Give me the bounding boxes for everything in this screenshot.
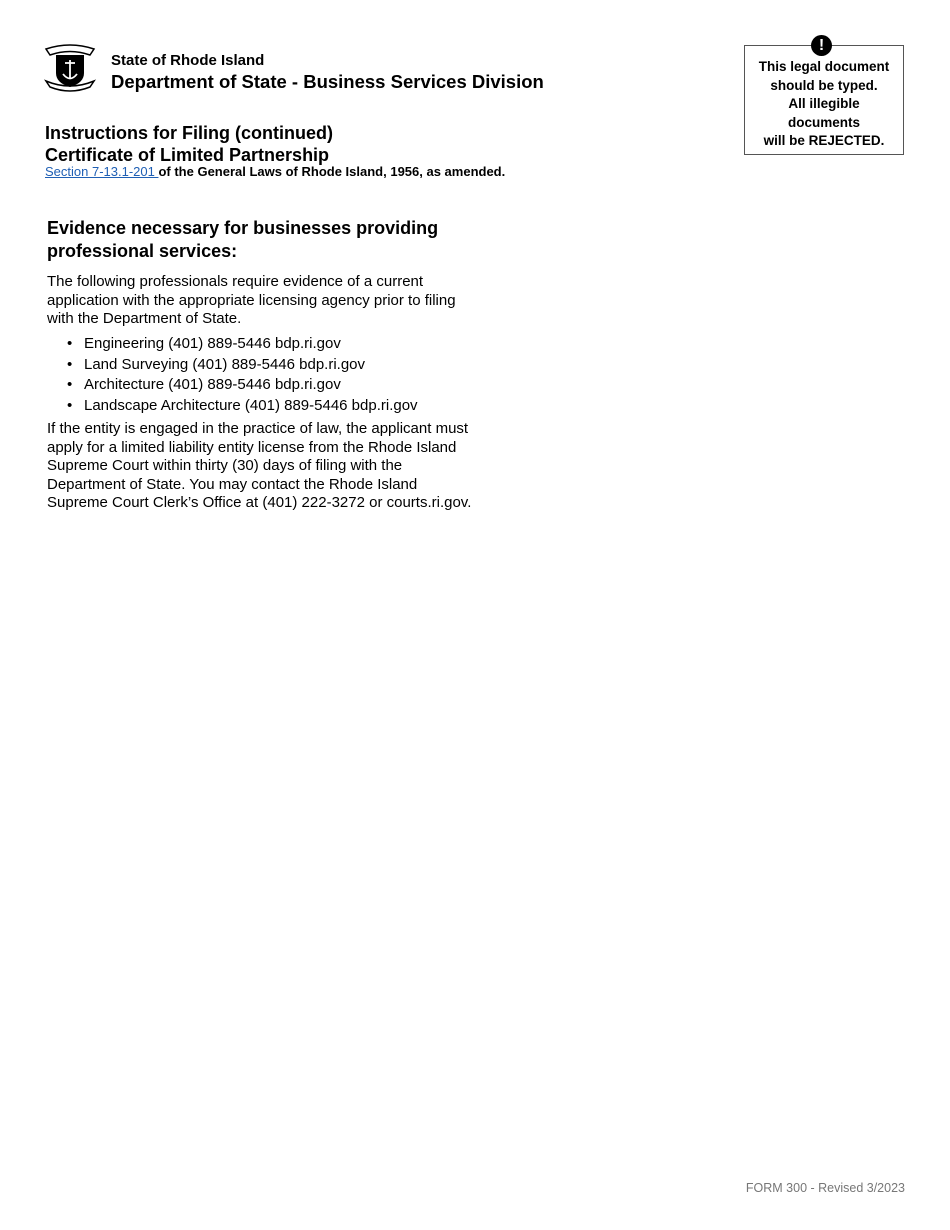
- state-name: State of Rhode Island: [111, 52, 265, 69]
- list-item: • Engineering (401) 889-5446 bdp.ri.gov: [47, 334, 418, 355]
- law-text: of the General Laws of Rhode Island, 1956, as amended.: [158, 164, 506, 179]
- page-title: [45, 122, 333, 166]
- intro-paragraph: The following professionals require evidence of a current application with the appropriate licensing agency prior to filing with the Department of State.: [47, 273, 456, 328]
- title-line-2: Certificate of Limited Partnership: [45, 145, 330, 165]
- section-heading: Evidence necessary for businesses providing professional services:: [47, 218, 439, 261]
- notice-line: This legal document: [758, 59, 890, 74]
- law-paragraph: If the entity is engaged in the practice of law, the applicant must apply for a limited liability entity license from the Rhode Island Supreme Court within thirty (30) days of filing with the Department of State. You may contact the Rhode Island Supreme Court Clerk’s Office at (401) 222-3272 or courts.ri.gov.: [47, 420, 472, 512]
- list-item: • Landscape Architecture (401) 889-5446 bdp.ri.gov: [47, 396, 418, 417]
- list-item: • Architecture (401) 889-5446 bdp.ri.gov: [47, 375, 418, 396]
- list-item: • Land Surveying (401) 889-5446 bdp.ri.gov: [47, 355, 418, 376]
- notice-line: All illegible: [788, 96, 860, 111]
- notice-box: [744, 45, 904, 155]
- state-seal-logo: [44, 43, 96, 93]
- department-name: Department of State - Business Services Division: [111, 71, 544, 92]
- exclamation-icon: !: [811, 35, 832, 56]
- title-line-1: Instructions for Filing (continued): [45, 123, 333, 143]
- form-footer: FORM 300 - Revised 3/2023: [745, 1181, 905, 1195]
- notice-line: should be typed.: [770, 77, 878, 93]
- section-link[interactable]: Section 7-13.1-201: [45, 164, 159, 179]
- profession-list: [47, 334, 418, 416]
- notice-line: documents: [787, 114, 860, 130]
- notice-line: will be REJECTED.: [763, 133, 885, 148]
- law-reference: [45, 164, 505, 179]
